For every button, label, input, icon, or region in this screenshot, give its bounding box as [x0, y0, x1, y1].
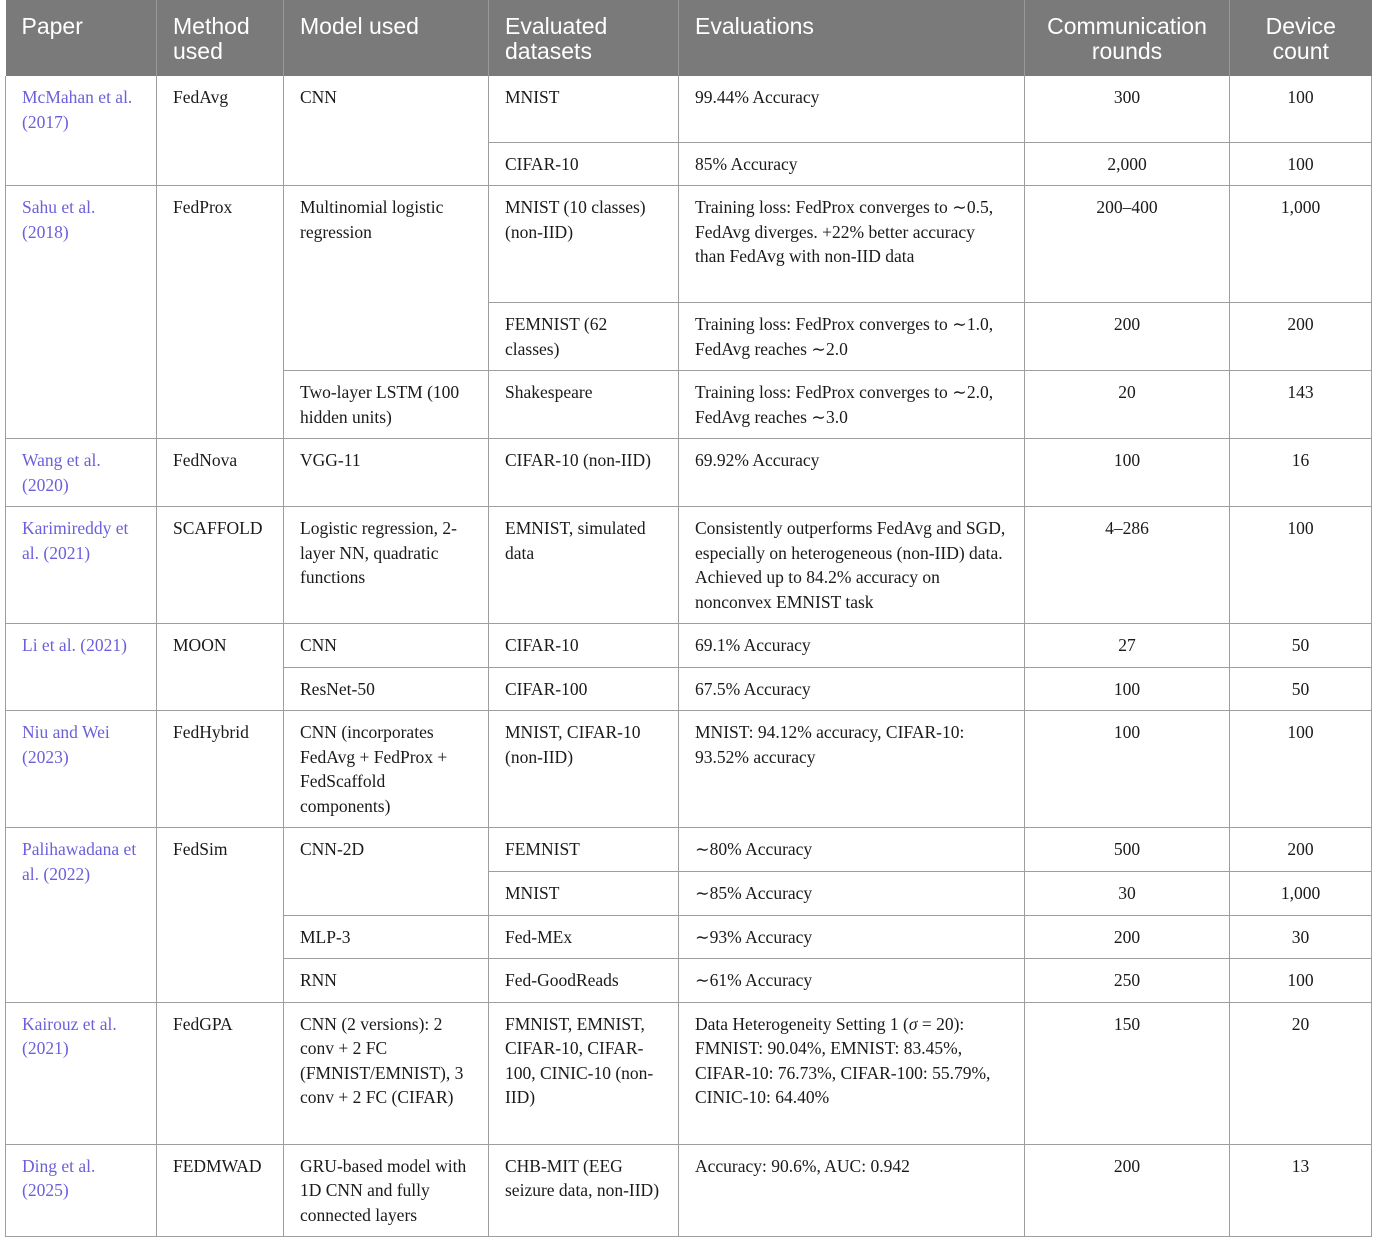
table-row [6, 507, 1372, 624]
evaluation-cell: 69.1% Accuracy [679, 624, 1025, 668]
rounds-cell: 100 [1025, 711, 1230, 828]
rounds-cell: 200–400 [1025, 186, 1230, 303]
method-cell: FedHybrid [157, 711, 284, 828]
rounds-cell: 27 [1025, 624, 1230, 668]
rounds-cell: 500 [1025, 828, 1230, 872]
paper-cell: McMahan et al. (2017) [6, 76, 157, 186]
method-cell: FedAvg [157, 76, 284, 186]
evaluation-cell: 67.5% Accuracy [679, 667, 1025, 711]
dataset-cell: CIFAR-10 [489, 142, 679, 186]
method-cell: MOON [157, 624, 284, 711]
evaluation-cell: 99.44% Accuracy [679, 76, 1025, 142]
paper-cell: Palihawadana et al. (2022) [6, 828, 157, 1003]
sigma-symbol: σ [908, 1013, 918, 1034]
devices-cell: 100 [1230, 959, 1372, 1003]
evaluation-cell: ∼61% Accuracy [679, 959, 1025, 1003]
table-row [6, 624, 1372, 668]
dataset-cell: FEMNIST [489, 828, 679, 872]
rounds-cell: 100 [1025, 667, 1230, 711]
devices-cell: 16 [1230, 439, 1372, 507]
devices-cell: 143 [1230, 371, 1372, 439]
table-row [6, 1002, 1372, 1144]
header-rounds: Communication rounds [1025, 0, 1230, 76]
model-cell: GRU-based model with 1D CNN and fully connected layers [284, 1144, 489, 1237]
model-cell: Logistic regression, 2-layer NN, quadratic functions [284, 507, 489, 624]
evaluation-cell: Accuracy: 90.6%, AUC: 0.942 [679, 1144, 1025, 1237]
rounds-cell: 2,000 [1025, 142, 1230, 186]
evaluation-prefix: Data Heterogeneity Setting 1 ( [695, 1013, 909, 1034]
devices-cell: 50 [1230, 667, 1372, 711]
header-datasets: Evaluated datasets [489, 0, 679, 76]
table-header-row [6, 0, 1372, 76]
table-row [6, 711, 1372, 828]
evaluation-cell: 69.92% Accuracy [679, 439, 1025, 507]
dataset-cell: MNIST [489, 76, 679, 142]
devices-cell: 30 [1230, 915, 1372, 959]
rounds-cell: 4–286 [1025, 507, 1230, 624]
method-cell: SCAFFOLD [157, 507, 284, 624]
evaluation-cell [679, 1002, 1025, 1144]
table-row [6, 76, 1372, 142]
header-paper: Paper [6, 0, 157, 76]
header-method: Method used [157, 0, 284, 76]
evaluation-cell: Training loss: FedProx converges to ∼1.0, FedAvg reaches ∼2.0 [679, 303, 1025, 371]
dataset-cell: FMNIST, EMNIST, CIFAR-10, CIFAR-100, CINIC-10 (non-IID) [489, 1002, 679, 1144]
evaluation-cell: 85% Accuracy [679, 142, 1025, 186]
devices-cell: 200 [1230, 828, 1372, 872]
dataset-cell: Fed-GoodReads [489, 959, 679, 1003]
paper-cell: Niu and Wei (2023) [6, 711, 157, 828]
model-cell: MLP-3 [284, 915, 489, 959]
evaluation-suffix: = 20): FMNIST: 90.04%, EMNIST: 83.45%, CIFAR-10: 76.73%, CIFAR-100: 55.79%, CINIC-10: 64.40% [695, 1013, 991, 1107]
model-cell: CNN (incorporates FedAvg + FedProx + FedScaffold components) [284, 711, 489, 828]
method-cell: FEDMWAD [157, 1144, 284, 1237]
dataset-cell: MNIST, CIFAR-10 (non-IID) [489, 711, 679, 828]
paper-cell: Wang et al. (2020) [6, 439, 157, 507]
devices-cell: 100 [1230, 507, 1372, 624]
evaluation-cell: Training loss: FedProx converges to ∼2.0, FedAvg reaches ∼3.0 [679, 371, 1025, 439]
evaluation-cell: ∼85% Accuracy [679, 872, 1025, 916]
devices-cell: 100 [1230, 711, 1372, 828]
table-row [6, 828, 1372, 872]
table-row [6, 439, 1372, 507]
devices-cell: 1,000 [1230, 186, 1372, 303]
model-cell: RNN [284, 959, 489, 1003]
header-evaluations: Evaluations [679, 0, 1025, 76]
evaluation-cell: ∼80% Accuracy [679, 828, 1025, 872]
model-cell: CNN-2D [284, 828, 489, 916]
dataset-cell: Fed-MEx [489, 915, 679, 959]
model-cell: CNN [284, 624, 489, 668]
rounds-cell: 200 [1025, 915, 1230, 959]
rounds-cell: 300 [1025, 76, 1230, 142]
header-model: Model used [284, 0, 489, 76]
evaluation-cell: ∼93% Accuracy [679, 915, 1025, 959]
method-cell: FedProx [157, 186, 284, 439]
table-row [6, 1144, 1372, 1237]
dataset-cell: Shakespeare [489, 371, 679, 439]
evaluation-cell: Consistently outperforms FedAvg and SGD, especially on heterogeneous (non-IID) data. Achieved up to 84.2% accuracy on nonconvex EMNIST task [679, 507, 1025, 624]
devices-cell: 100 [1230, 142, 1372, 186]
method-cell: FedNova [157, 439, 284, 507]
devices-cell: 200 [1230, 303, 1372, 371]
method-cell: FedSim [157, 828, 284, 1003]
model-cell: VGG-11 [284, 439, 489, 507]
model-cell: Two-layer LSTM (100 hidden units) [284, 371, 489, 439]
devices-cell: 20 [1230, 1002, 1372, 1144]
paper-cell: Karimireddy et al. (2021) [6, 507, 157, 624]
paper-cell: Sahu et al. (2018) [6, 186, 157, 439]
dataset-cell: CIFAR-10 (non-IID) [489, 439, 679, 507]
rounds-cell: 100 [1025, 439, 1230, 507]
rounds-cell: 200 [1025, 1144, 1230, 1237]
dataset-cell: MNIST [489, 872, 679, 916]
dataset-cell: MNIST (10 classes) (non-IID) [489, 186, 679, 303]
rounds-cell: 20 [1025, 371, 1230, 439]
rounds-cell: 30 [1025, 872, 1230, 916]
dataset-cell: CIFAR-10 [489, 624, 679, 668]
model-cell: ResNet-50 [284, 667, 489, 711]
dataset-cell: FEMNIST (62 classes) [489, 303, 679, 371]
evaluation-cell: MNIST: 94.12% accuracy, CIFAR-10: 93.52% accuracy [679, 711, 1025, 828]
dataset-cell: CIFAR-100 [489, 667, 679, 711]
paper-cell: Li et al. (2021) [6, 624, 157, 711]
rounds-cell: 250 [1025, 959, 1230, 1003]
comparison-table [5, 0, 1372, 1237]
paper-cell: Kairouz et al. (2021) [6, 1002, 157, 1144]
method-cell: FedGPA [157, 1002, 284, 1144]
rounds-cell: 200 [1025, 303, 1230, 371]
model-cell: CNN (2 versions): 2 conv + 2 FC (FMNIST/EMNIST), 3 conv + 2 FC (CIFAR) [284, 1002, 489, 1144]
evaluation-cell: Training loss: FedProx converges to ∼0.5, FedAvg diverges. +22% better accuracy than FedAvg with non-IID data [679, 186, 1025, 303]
header-devices: Device count [1230, 0, 1372, 76]
paper-cell: Ding et al. (2025) [6, 1144, 157, 1237]
devices-cell: 50 [1230, 624, 1372, 668]
model-cell: Multinomial logistic regression [284, 186, 489, 371]
devices-cell: 1,000 [1230, 872, 1372, 916]
devices-cell: 100 [1230, 76, 1372, 142]
table-row [6, 186, 1372, 303]
dataset-cell: CHB-MIT (EEG seizure data, non-IID) [489, 1144, 679, 1237]
dataset-cell: EMNIST, simulated data [489, 507, 679, 624]
devices-cell: 13 [1230, 1144, 1372, 1237]
rounds-cell: 150 [1025, 1002, 1230, 1144]
model-cell: CNN [284, 76, 489, 186]
